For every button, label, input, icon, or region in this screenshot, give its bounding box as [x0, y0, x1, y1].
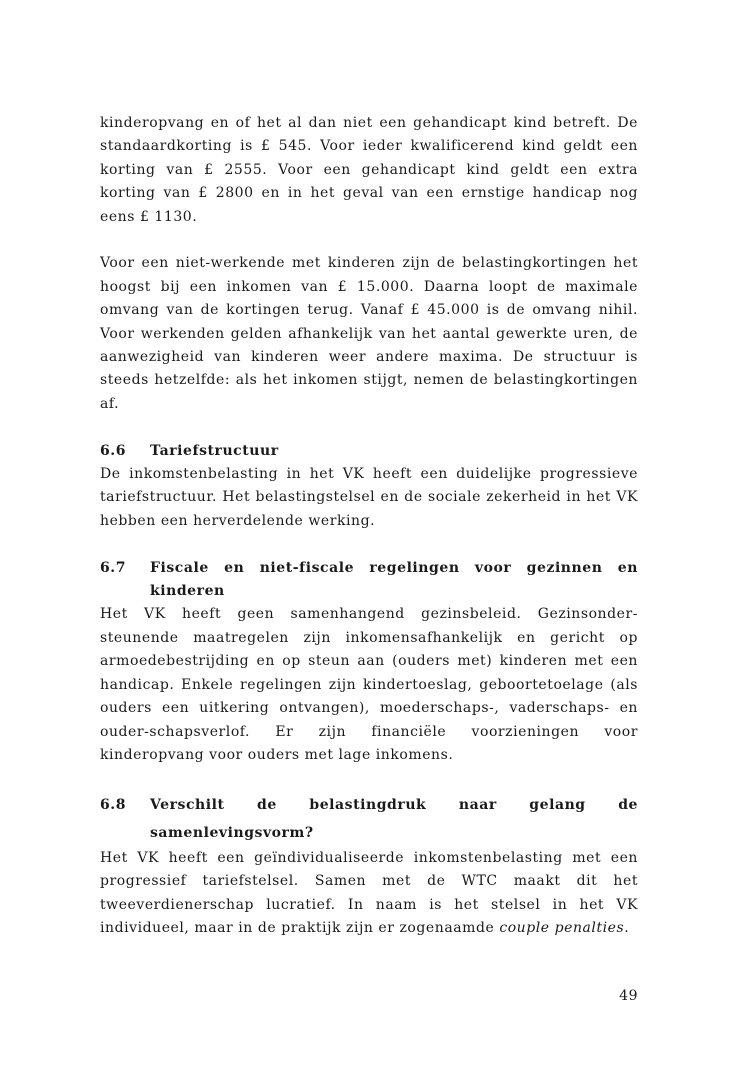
page-body — [100, 112, 638, 940]
section-title: Tariefstructuur — [150, 442, 279, 459]
paragraph-child-tax-credit: kinderopvang en of het al dan niet een gehandicapt kind betreft. De standaardkorting is £ 545. Voor ieder kwalificerend kind geldt een korting van £ 2555. Voor een gehandicapt kind geldt een extra korting van £ 2800 en in het geval van een ernstige handicap nog eens £ 1130. — [100, 115, 638, 225]
section-number: 6.7 — [100, 559, 127, 576]
section-number: 6.6 — [100, 442, 127, 459]
italic-term: couple penalties — [499, 919, 625, 936]
section-body-6-8 — [100, 847, 638, 941]
section-heading-6-6 — [100, 440, 638, 463]
section-title: Verschilt de belastingdruk naar gelang de samenlevingsvorm? — [150, 796, 638, 841]
paragraph-tax-credits-income: Voor een niet-werkende met kinderen zijn de belastingkortingen het hoogst bij een inkomen van £ 15.000. Daarna loopt de maximale omvang van de kortingen terug. Vanaf £ 45.000 is de omvang nihil. Voor werkenden gelden afhankelijk van het aantal gewerkte uren, de aanwezigheid van kinderen weer andere maxima. De structuur is steeds hetzelfde: als het inkomen stijgt, nemen de belastingkortingen af. — [100, 255, 638, 412]
section-number: 6.8 — [100, 796, 127, 813]
page-number: 49 — [619, 988, 638, 1004]
section-heading-6-8 — [100, 791, 638, 847]
section-heading-6-7 — [100, 557, 638, 604]
section-title: Fiscale en niet-fiscale regelingen voor gezinnen en kinderen — [150, 559, 638, 600]
section-body-6-7: Het VK heeft geen samenhangend gezinsbeleid. Gezinsonder-steunende maatregelen zijn inkomensafhankelijk en gericht op armoedebestrijding en op steun aan (ouders met) kinderen met een handicap. Enkele regelingen zijn kindertoeslag, geboortetoelage (als ouders een uitkering ontvangen), moederschaps-, vaderschaps- en ouder-schapsverlof. Er zijn financiële voorzieningen voor kinderopvang voor ouders met lage inkomens. — [100, 606, 638, 763]
section-body-6-6: De inkomstenbelasting in het VK heeft een duidelijke progressieve tariefstructuur. Het belastingstelsel en de sociale zekerheid in het VK hebben een herverdelende werking. — [100, 466, 638, 529]
sentence-end: . — [624, 919, 630, 936]
section-body-text: Het VK heeft een geïndividualiseerde inkomstenbelasting met een progressief tariefstelsel. Samen met de WTC maakt dit het tweeverdienerschap lucratief. In naam is het stelsel in het VK individueel, maar in de praktijk zijn er zogenaamde — [100, 849, 638, 936]
